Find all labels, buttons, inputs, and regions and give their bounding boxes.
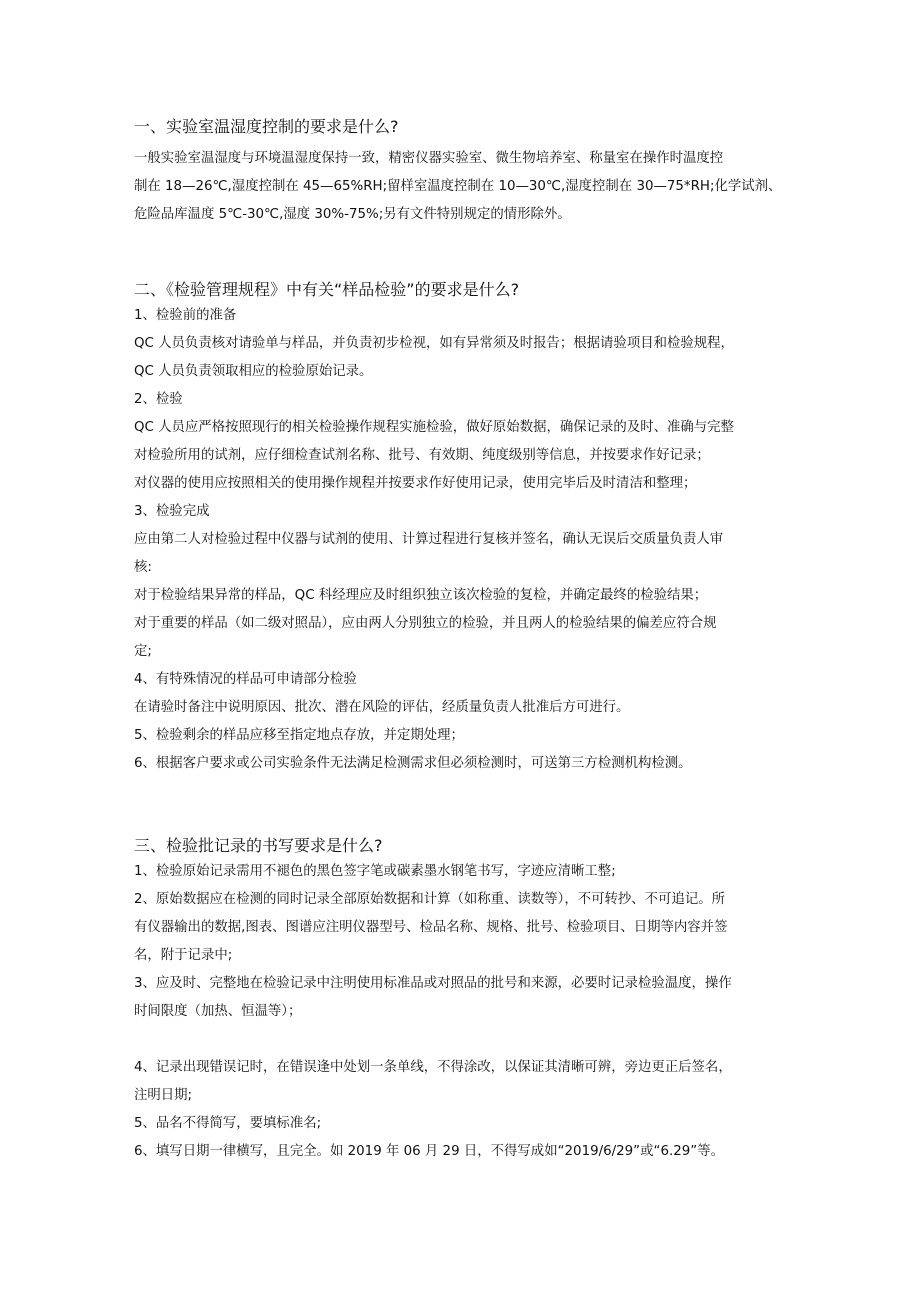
paragraph-line: 时间限度（加热、恒温等）； <box>134 1004 302 1019</box>
paragraph-line: 名，附于记录中; <box>134 948 233 963</box>
paragraph-line: 一般实验室温湿度与环境温湿度保持一致，精密仪器实验室、微生物培养室、称量室在操作时温度控 <box>134 151 724 166</box>
paragraph-line: 5、品名不得简写，要填标准名; <box>134 1116 322 1131</box>
paragraph-line: 4、有特殊情况的样品可申请部分检验 <box>134 672 357 687</box>
paragraph-line: 2、原始数据应在检测的同时记录全部原始数据和计算（如称重、读数等），不可转抄、不可追记。所 <box>134 892 726 907</box>
paragraph-line: 注明日期; <box>134 1088 193 1103</box>
section-heading: 一、实验室温湿度控制的要求是什么? <box>134 117 399 136</box>
paragraph-line: 定; <box>134 644 152 659</box>
paragraph-line: 危险品库温度 5℃-30℃,湿度 30%-75%;另有文件特别规定的情形除外。 <box>134 207 571 222</box>
paragraph-line: 5、检验剩余的样品应移至指定地点存放，并定期处理； <box>134 728 464 743</box>
paragraph-line: 有仪器输出的数据,图表、图谱应注明仪器型号、检品名称、规格、批号、检验项目、日期等内容并签 <box>134 920 728 935</box>
paragraph-line: 2、检验 <box>134 392 183 407</box>
paragraph-line: QC 人员负责核对请验单与样品，并负责初步检视，如有异常须及时报告；根据请验项目和检验规程， <box>134 336 734 351</box>
paragraph-line: 3、应及时、完整地在检验记录中注明使用标准品或对照品的批号和来源，必要时记录检验温度，操作 <box>134 976 732 991</box>
paragraph-line: 对于检验结果异常的样品，QC 科经理应及时组织独立该次检验的复检，并确定最终的检验结果； <box>134 588 708 603</box>
paragraph-line: QC 人员负责领取相应的检验原始记录。 <box>134 364 373 379</box>
paragraph-line: 核: <box>134 560 152 575</box>
paragraph-line: QC 人员应严格按照现行的相关检验操作规程实施检验，做好原始数据，确保记录的及时、准确与完整 <box>134 420 734 435</box>
paragraph-line: 6、填写日期一律横写，且完全。如 2019 年 06 月 29 日，不得写成如“2019/6/29”或“6.29”等。 <box>134 1144 724 1159</box>
paragraph-line: 在请验时备注中说明原因、批次、潜在风险的评估，经质量负责人批准后方可进行。 <box>134 700 630 715</box>
section-sample-inspection <box>134 278 794 778</box>
paragraph-line: 4、记录出现错误记时，在错误逢中处划一条单线，不得涂改，以保证其清晰可辨，旁边更正后签名， <box>134 1060 732 1075</box>
section-heading: 三、检验批记录的书写要求是什么? <box>134 836 383 855</box>
paragraph-line: 制在 18—26℃,湿度控制在 45—65%RH;留样室温度控制在 10—30℃,湿度控制在 30—75*RH;化学试剂、 <box>134 179 782 194</box>
paragraph-line: 6、根据客户要求或公司实验条件无法满足检测需求但必须检测时，可送第三方检测机构检测。 <box>134 756 692 771</box>
paragraph-line: 3、检验完成 <box>134 504 210 519</box>
paragraph-line: 对仪器的使用应按照相关的使用操作规程并按要求作好使用记录，使用完毕后及时清洁和整理； <box>134 476 697 491</box>
paragraph-line: 对于重要的样品（如二级对照品），应由两人分别独立的检验，并且两人的检验结果的偏差应符合规 <box>134 616 717 631</box>
section-heading: 二、《检验管理规程》中有关“样品检验”的要求是什么? <box>134 280 520 299</box>
paragraph-line: 对检验所用的试剂，应仔细检查试剂名称、批号、有效期、纯度级别等信息，并按要求作好记录； <box>134 448 710 463</box>
paragraph-spacer <box>134 1026 794 1054</box>
section-temperature-humidity <box>134 115 794 229</box>
paragraph-line: 1、检验前的准备 <box>134 308 237 323</box>
paragraph-line: 应由第二人对检验过程中仪器与试剂的使用、计算过程进行复核并签名，确认无误后交质量负责人审 <box>134 532 724 547</box>
paragraph-line: 1、检验原始记录需用不褪色的黑色签字笔或碳素墨水钢笔书写，字迹应清晰工整; <box>134 864 616 879</box>
section-batch-record-writing <box>134 834 794 1166</box>
